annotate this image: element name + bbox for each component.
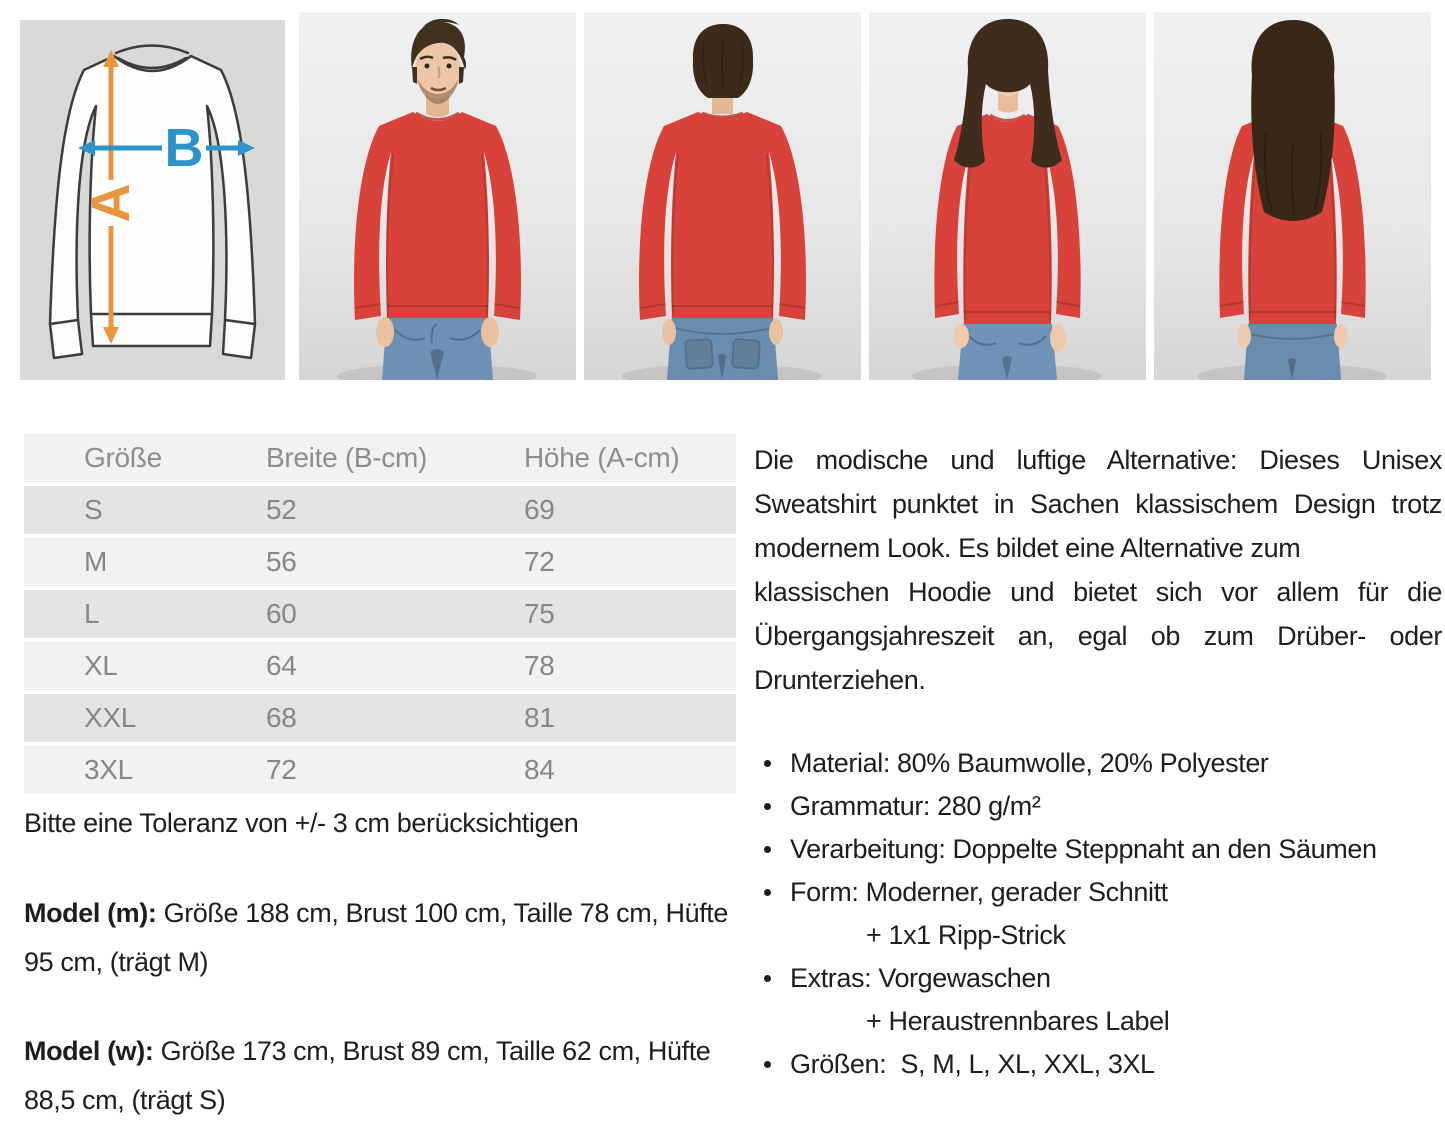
size-table-rows — [24, 486, 736, 794]
product-gallery — [0, 0, 1445, 380]
description-column — [754, 434, 1442, 1125]
size-table — [24, 434, 736, 794]
product-description — [754, 438, 1442, 702]
feature-item — [754, 1000, 1442, 1043]
red-sweatshirt — [639, 112, 806, 320]
red-sweatshirt — [354, 112, 521, 320]
table-cell: XL — [84, 650, 118, 681]
bullet-icon — [764, 975, 771, 982]
table-cell: XXL — [84, 702, 137, 733]
model-info-female — [24, 1027, 736, 1125]
bullet-icon — [764, 889, 771, 896]
feature-item — [754, 1043, 1442, 1086]
model-female-text: Größe 173 cm, Brust 89 cm, Taille 62 cm, Hüfte 88,5 cm, (trägt S) — [24, 1036, 711, 1115]
female-back-illustration — [1154, 12, 1431, 380]
table-cell: 56 — [266, 546, 297, 577]
feature-text: + 1x1 Ripp-Strick — [866, 920, 1066, 950]
column-header-height: Höhe (A-cm) — [524, 442, 680, 473]
red-sweatshirt — [934, 114, 1080, 324]
hand — [662, 319, 676, 345]
head-back — [693, 24, 753, 98]
male-front-illustration — [299, 12, 576, 380]
hand — [481, 317, 499, 347]
bullet-icon — [764, 760, 771, 767]
table-cell: 68 — [266, 702, 297, 733]
label-b: B — [164, 118, 204, 178]
feature-text: + Heraustrennbares Label — [866, 1006, 1170, 1036]
hand — [1237, 324, 1251, 348]
size-info-column — [24, 434, 740, 1125]
size-diagram-illustration — [14, 12, 291, 380]
feature-text: Verarbeitung: Doppelte Steppnaht an den Säumen — [790, 834, 1377, 864]
description-line: modernem Look. Es bildet eine Alternative zum — [754, 533, 1301, 563]
hand — [769, 319, 783, 345]
long-hair-back — [1251, 20, 1335, 221]
jeans — [382, 314, 493, 380]
table-cell: 72 — [524, 546, 555, 577]
description-line: Übergangsjahreszeit an, egal ob zum Drüber- oder — [754, 621, 1442, 651]
table-row — [24, 746, 736, 794]
table-row — [24, 590, 736, 638]
table-cell: L — [84, 598, 100, 629]
tolerance-note: Bitte eine Toleranz von +/- 3 cm berücksichtigen — [24, 808, 579, 838]
table-cell: M — [84, 546, 108, 577]
feature-list — [754, 742, 1442, 1086]
hand — [1050, 324, 1066, 352]
feature-item — [754, 957, 1442, 1000]
description-line: Drunterziehen. — [754, 665, 926, 695]
table-cell: 3XL — [84, 754, 133, 785]
male-back-photo[interactable] — [584, 12, 861, 380]
bullet-icon — [764, 846, 771, 853]
feature-item — [754, 871, 1442, 914]
table-cell: 52 — [266, 494, 297, 525]
female-front-illustration — [869, 12, 1146, 380]
female-front-photo[interactable] — [869, 12, 1146, 380]
table-row — [24, 486, 736, 534]
bullet-icon — [764, 803, 771, 810]
bullet-icon — [764, 1061, 771, 1068]
table-cell: 75 — [524, 598, 555, 629]
model-info-male — [24, 889, 736, 987]
table-cell: 64 — [266, 650, 297, 681]
description-line: Die modische und luftige Alternative: Dieses Unisex — [754, 445, 1442, 475]
male-front-photo[interactable] — [299, 12, 576, 380]
feature-item — [754, 785, 1442, 828]
feature-text: Material: 80% Baumwolle, 20% Polyester — [790, 748, 1269, 778]
feature-item — [754, 742, 1442, 785]
description-line: Sweatshirt punktet in Sachen klassischem Design trotz — [754, 489, 1442, 519]
hand — [953, 324, 969, 348]
hand — [1334, 324, 1348, 348]
table-cell: S — [84, 494, 103, 525]
table-header-row — [24, 434, 736, 482]
feature-text: Extras: Vorgewaschen — [790, 963, 1051, 993]
table-cell: 72 — [266, 754, 297, 785]
description-line: klassischen Hoodie und bietet sich vor allem für die — [754, 577, 1442, 607]
feature-item — [754, 828, 1442, 871]
jeans — [958, 324, 1057, 380]
size-diagram-image[interactable] — [14, 12, 291, 380]
hand — [376, 317, 394, 347]
model-female-label: Model (w): — [24, 1036, 154, 1066]
product-info-section — [0, 434, 1445, 1125]
label-a: A — [81, 183, 141, 223]
table-cell: 69 — [524, 494, 555, 525]
feature-text: Größen: S, M, L, XL, XXL, 3XL — [790, 1049, 1155, 1079]
model-male-label: Model (m): — [24, 898, 157, 928]
column-header-width: Breite (B-cm) — [266, 442, 427, 473]
male-back-illustration — [584, 12, 861, 380]
table-cell: 78 — [524, 650, 555, 681]
feature-text: Form: Moderner, gerader Schnitt — [790, 877, 1168, 907]
table-cell: 81 — [524, 702, 555, 733]
jeans — [1244, 324, 1341, 380]
feature-item — [754, 914, 1442, 957]
table-cell: 60 — [266, 598, 297, 629]
model-male-text: Größe 188 cm, Brust 100 cm, Taille 78 cm, Hüfte 95 cm, (trägt M) — [24, 898, 729, 977]
table-row — [24, 642, 736, 690]
table-row — [24, 538, 736, 586]
female-back-photo[interactable] — [1154, 12, 1431, 380]
table-cell: 84 — [524, 754, 555, 785]
column-header-size: Größe — [84, 442, 162, 473]
feature-text: Grammatur: 280 g/m² — [790, 791, 1041, 821]
table-row — [24, 694, 736, 742]
jeans — [667, 314, 778, 380]
